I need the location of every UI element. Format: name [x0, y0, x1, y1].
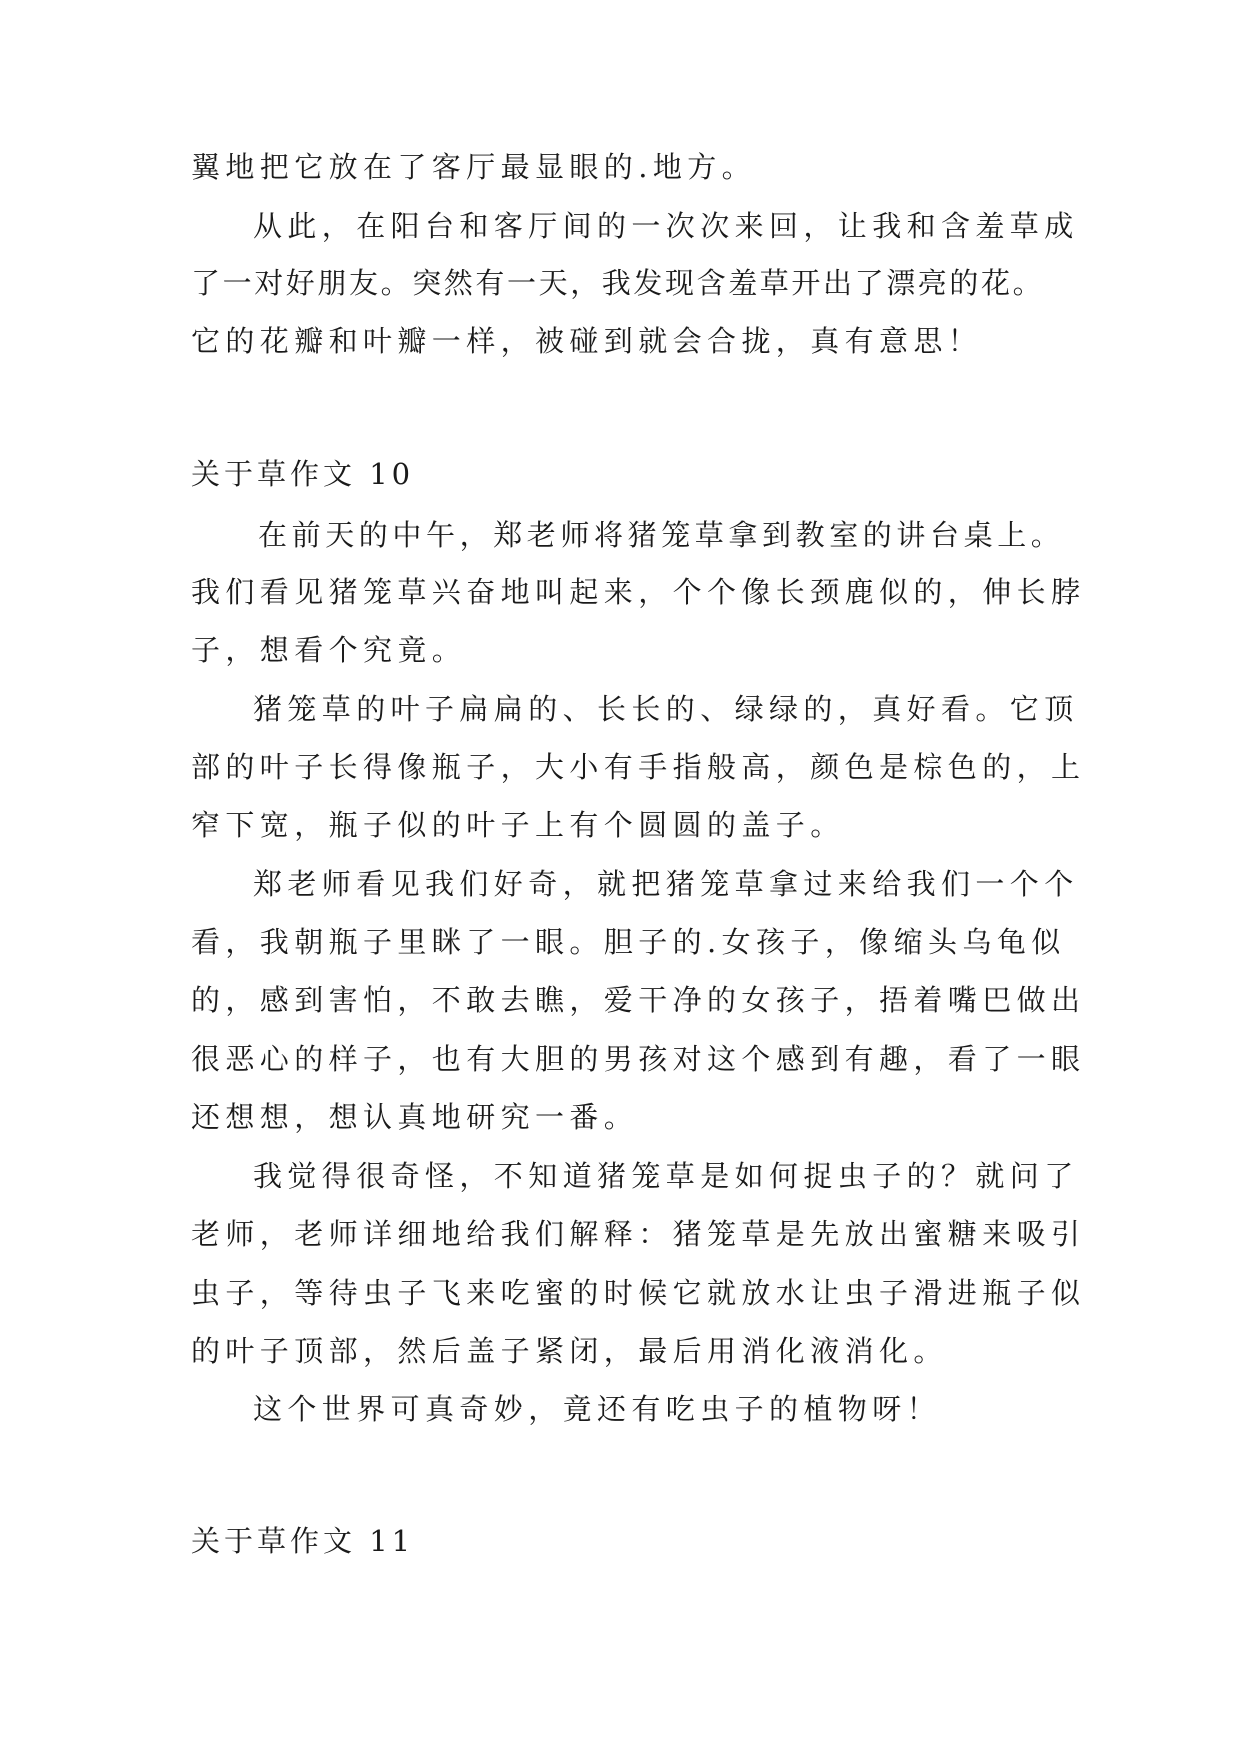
paragraph-line: 的，感到害怕，不敢去瞧，爱干净的女孩子，捂着嘴巴做出 — [191, 983, 1086, 1017]
paragraph-line: 它的花瓣和叶瓣一样，被碰到就会合拢，真有意思！ — [191, 324, 983, 358]
paragraph-line: 我觉得很奇怪，不知道猪笼草是如何捉虫子的？就问了 — [253, 1159, 1079, 1193]
paragraph-line: 还想想，想认真地研究一番。 — [191, 1100, 639, 1134]
paragraph-line: 从此，在阳台和客厅间的一次次来回，让我和含羞草成 — [253, 209, 1079, 243]
paragraph-line: 子，想看个究竟。 — [191, 633, 467, 667]
paragraph-line: 翼地把它放在了客厅最显眼的.地方。 — [191, 150, 757, 184]
paragraph-line: 部的叶子长得像瓶子，大小有手指般高，颜色是棕色的，上 — [191, 750, 1086, 784]
section-heading: 关于草作文 10 — [191, 457, 415, 491]
paragraph-line: 郑老师看见我们好奇，就把猪笼草拿过来给我们一个个 — [253, 867, 1079, 901]
paragraph-line: 的叶子顶部，然后盖子紧闭，最后用消化液消化。 — [191, 1334, 948, 1368]
paragraph-line: 这个世界可真奇妙，竟还有吃虫子的植物呀！ — [253, 1392, 942, 1426]
paragraph-line: 看，我朝瓶子里眯了一眼。胆子的.女孩子，像缩头乌龟似 — [191, 925, 1066, 959]
paragraph-line: 在前天的中午，郑老师将猪笼草拿到教室的讲台桌上。 — [258, 518, 1065, 552]
paragraph-line: 老师，老师详细地给我们解释：猪笼草是先放出蜜糖来吸引 — [191, 1217, 1086, 1251]
paragraph-line: 猪笼草的叶子扁扁的、长长的、绿绿的，真好看。它顶 — [253, 692, 1079, 726]
paragraph-line: 了一对好朋友。突然有一天，我发现含羞草开出了漂亮的花。 — [191, 266, 1045, 300]
paragraph-line: 虫子，等待虫子飞来吃蜜的时候它就放水让虫子滑进瓶子似 — [191, 1276, 1086, 1310]
paragraph-line: 很恶心的样子，也有大胆的男孩对这个感到有趣，看了一眼 — [191, 1042, 1086, 1076]
paragraph-line: 我们看见猪笼草兴奋地叫起来，个个像长颈鹿似的，伸长脖 — [191, 575, 1086, 609]
paragraph-line: 窄下宽，瓶子似的叶子上有个圆圆的盖子。 — [191, 808, 845, 842]
section-heading: 关于草作文 11 — [191, 1524, 415, 1558]
